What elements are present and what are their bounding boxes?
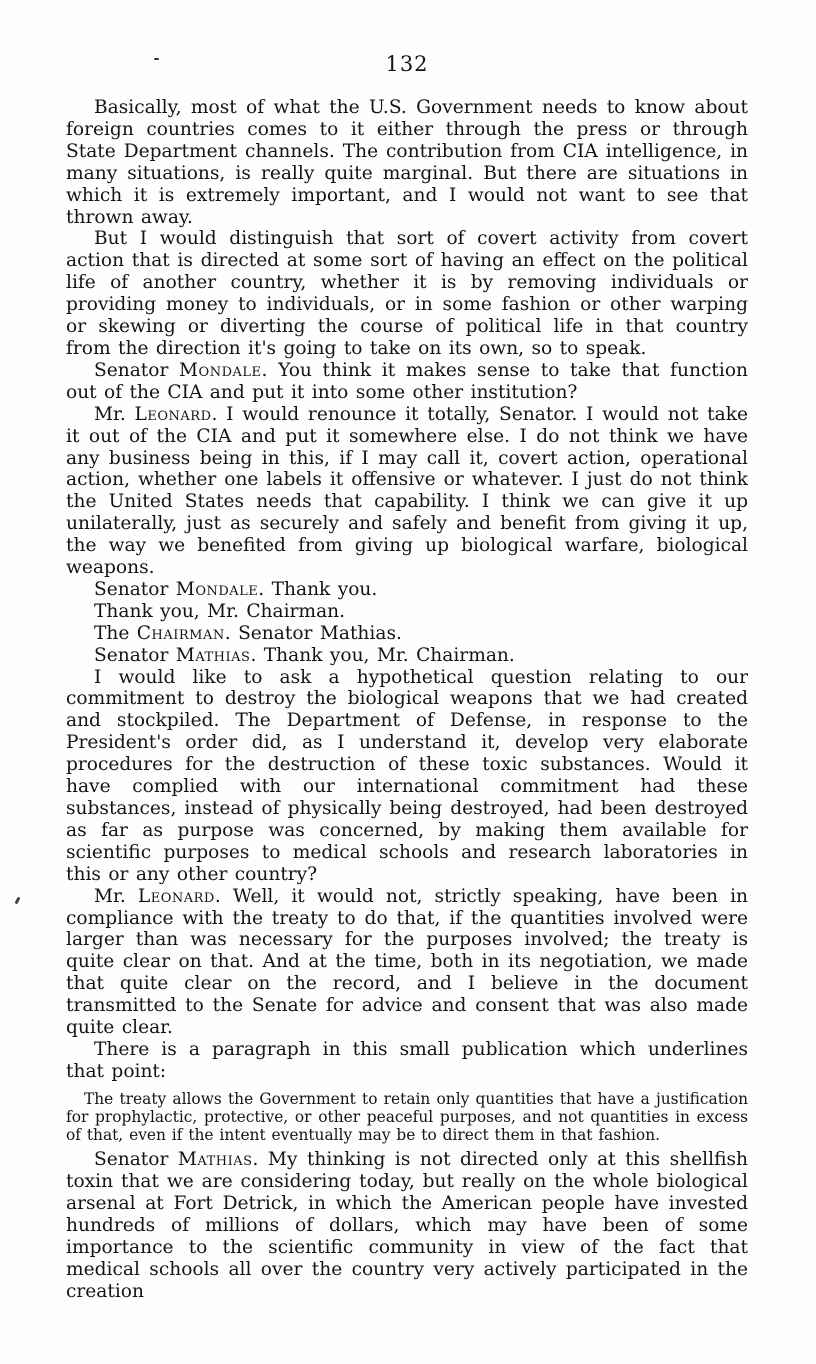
paragraph-8: Senator Mathias. Thank you, Mr. Chairman.: [94, 644, 515, 666]
speaker-name: Leonard: [137, 885, 215, 907]
speaker-name: Mondale: [179, 359, 262, 381]
paragraph-2: But I would distinguish that sort of covert activity from covert action that is directed at some sort of having an effect on the political life of another country, whether it is by removing individuals or providing money to individuals, or in some fashion or other warping or skewing or diverting the course of political life in that country from the direction it's going to take on its own, so to speak.: [66, 228, 748, 359]
speaker-name: Mathias: [177, 1149, 253, 1171]
paragraph-6: Thank you, Mr. Chairman.: [94, 600, 346, 622]
scan-artifact-mark: [15, 897, 21, 905]
paragraph-7: The Chairman. Senator Mathias.: [94, 622, 402, 644]
speaker-name: Mathias: [175, 644, 251, 666]
paragraph-3: Senator Mondale. You think it makes sense to take that function out of the CIA and put it into some other institution?: [66, 359, 748, 403]
paragraph-1: Basically, most of what the U.S. Government needs to know about foreign countries comes to it either through the press or through State Department channels. The contribution from CIA intelligence, in many situations, is really quite marginal. But there are situations in which it is extremely important, and I would not want to see that thrown away.: [66, 97, 748, 228]
speaker-name: Mondale: [175, 578, 259, 600]
page-body: [66, 97, 748, 1303]
paragraph-11: There is a paragraph in this small publication which underlines that point:: [66, 1038, 748, 1082]
paragraph-4: Mr. Leonard. I would renounce it totally, Senator. I would not take it out of the CIA and put it somewhere else. I do not think we have any business being in this, if I may call it, covert action, operational action, whether one labels it offensive or whatever. I just do not think the United States needs that capability. I think we can give it up unilaterally, just as securely and safely and benefit from giving it up, the way we benefited from giving up biological warfare, biological weapons.: [66, 403, 748, 579]
paragraph-9: I would like to ask a hypothetical question relating to our commitment to destroy the biological weapons that we had created and stockpiled. The Department of Defense, in response to the President's order did, as I understand it, develop very elaborate procedures for the destruction of these toxic substances. Would it have complied with our international commitment had these substances, instead of physically being destroyed, had been destroyed as far as purpose was concerned, by making them available for scientific purposes to medical schools and research laboratories in this or any other country?: [66, 666, 748, 885]
page-number: 132: [385, 52, 429, 76]
speaker-name: Chairman: [136, 622, 225, 644]
paragraph-5: Senator Mondale. Thank you.: [94, 578, 378, 600]
paragraph-10: Mr. Leonard. Well, it would not, strictly speaking, have been in compliance with the treaty to do that, if the quantities involved were larger than was necessary for the purposes involved; the treaty is quite clear on that. And at the time, both in its negotiation, we made that quite clear on the record, and I believe in the document transmitted to the Senate for advice and consent that was also made quite clear.: [66, 885, 748, 1039]
speaker-name: Leonard: [134, 403, 212, 425]
paragraph-13: Senator Mathias. My thinking is not directed only at this shellfish toxin that we are considering today, but really on the whole biological arsenal at Fort Detrick, in which the American people have invested hundreds of millions of dollars, which may have been of some importance to the scientific community in view of the fact that medical schools all over the country very actively participated in the creation: [66, 1149, 748, 1302]
blockquote-paragraph: The treaty allows the Government to retain only quantities that have a justification for prophylactic, protective, or other peaceful purposes, and not quantities in excess of that, even if the intent eventually may be to direct them in that fashion.: [66, 1089, 748, 1145]
